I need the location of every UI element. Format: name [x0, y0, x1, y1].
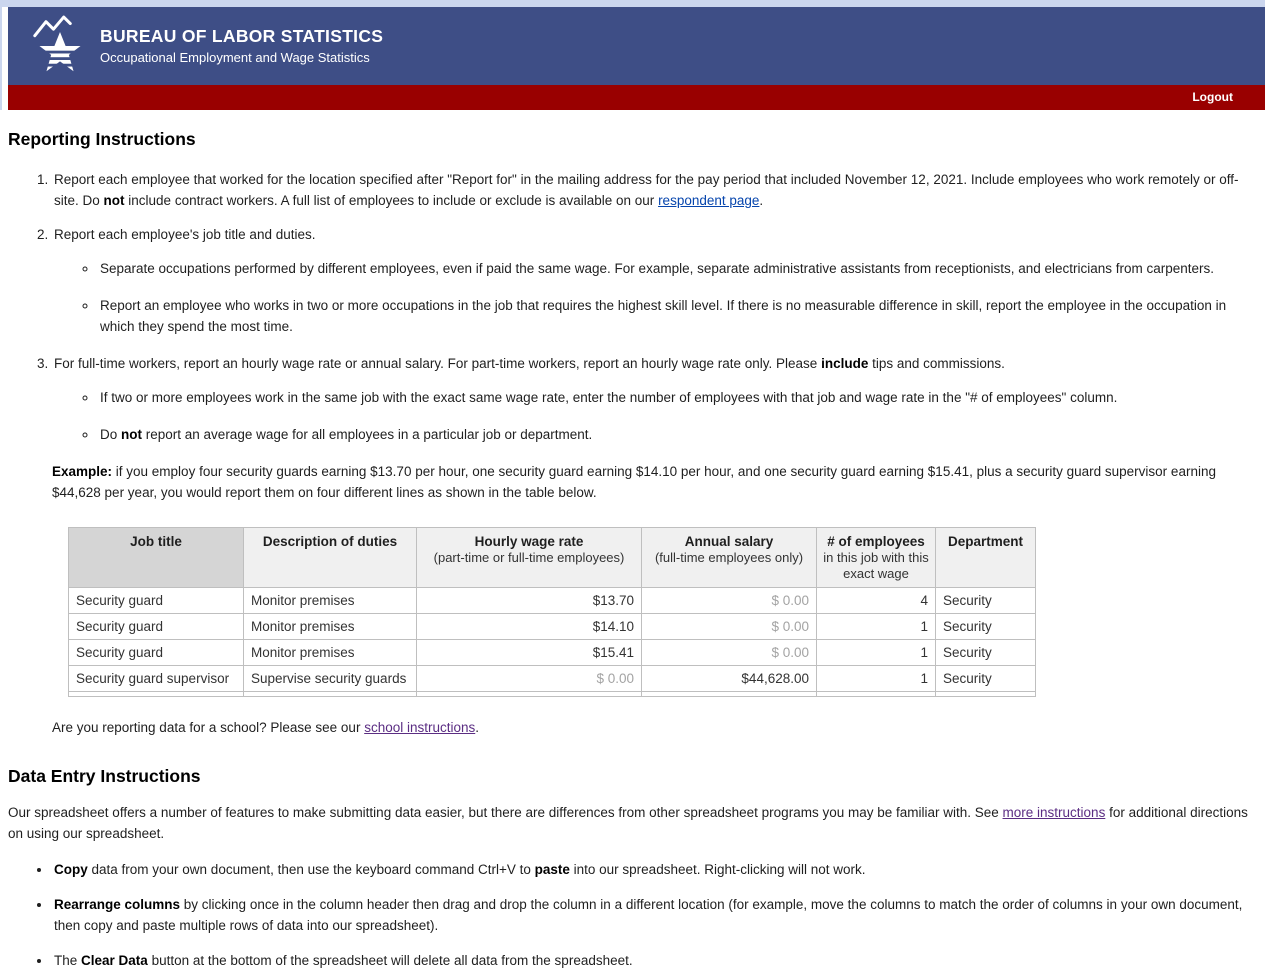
site-title: BUREAU OF LABOR STATISTICS [100, 26, 384, 46]
text-segment: tips and commissions. [868, 356, 1005, 371]
text-segment: If two or more employees work in the same job with the exact same wage rate, enter the number of employees with that job and wage rate in the "# of employees" column. [100, 390, 1118, 405]
table-stub-row [69, 692, 1036, 697]
duties-cell: Monitor premises [244, 588, 417, 614]
text-segment: The [54, 953, 82, 968]
column-header-label: Description of duties [262, 534, 398, 549]
text-segment: Report each employee's job title and duties. [54, 227, 316, 242]
reporting-instructions-list [8, 169, 1255, 445]
text-segment: button at the bottom of the spreadsheet will delete all data from the spreadsheet. [147, 953, 633, 968]
column-header-job-title [69, 528, 244, 588]
annual-salary-cell: $ 0.00 [642, 588, 817, 614]
column-header-hourly-wage-rate [417, 528, 642, 588]
annual-salary-cell: $44,628.00 [642, 666, 817, 692]
text-segment: report an average wage for all employees in a particular job or department. [142, 427, 593, 442]
bold-text: not [121, 427, 143, 442]
more-instructions-link[interactable]: more instructions [1002, 805, 1106, 820]
duties-cell: Monitor premises [244, 640, 417, 666]
department-cell: Security [936, 614, 1036, 640]
table-header-row [69, 528, 1036, 588]
page-left-edge [0, 7, 2, 110]
column-header-subtext: in this job with this exact wage [823, 550, 929, 581]
instruction-sub-item [98, 295, 1255, 337]
data-entry-bullet [52, 950, 1255, 971]
text-segment: Do [100, 427, 122, 442]
instruction-sub-item [98, 424, 1255, 445]
empty-cell [817, 692, 936, 697]
empty-cell [244, 692, 417, 697]
example-paragraph [52, 461, 1255, 503]
empty-cell [642, 692, 817, 697]
column-header-subtext: (full-time employees only) [654, 550, 804, 565]
school-instructions-link[interactable]: school instructions [364, 720, 476, 735]
instruction-text [54, 172, 1238, 208]
job-title-cell: Security guard supervisor [69, 666, 244, 692]
table-row [69, 640, 1036, 666]
data-entry-bullet [52, 859, 1255, 880]
hourly-wage-cell: $14.10 [417, 614, 642, 640]
instruction-sub-list [54, 258, 1255, 337]
reporting-instructions-heading: Reporting Instructions [8, 129, 196, 149]
duties-cell: Monitor premises [244, 614, 417, 640]
text-segment: data from your own document, then use the keyboard command Ctrl+V to [87, 862, 535, 877]
column-header-department [936, 528, 1036, 588]
text-segment: Report an employee who works in two or more occupations in the job that requires the highest skill level. If there is no measurable difference in skill, report the employee in the occupation in which they spend the most time. [100, 298, 1227, 334]
annual-salary-cell: $ 0.00 [642, 640, 817, 666]
column-header--of-employees [817, 528, 936, 588]
reporting-instruction-item [52, 169, 1255, 211]
column-header-description-of-duties [244, 528, 417, 588]
data-entry-list [8, 859, 1255, 971]
instruction-sub-item [98, 258, 1255, 279]
employee-count-cell: 1 [817, 640, 936, 666]
instruction-text [54, 356, 1005, 371]
reporting-instruction-item [52, 353, 1255, 445]
site-subtitle: Occupational Employment and Wage Statistics [100, 50, 370, 65]
text-segment: For full-time workers, report an hourly wage rate or annual salary. For part-time workers, report an hourly wage rate only. Please [54, 356, 822, 371]
text-segment: Separate occupations performed by different employees, even if paid the same wage. For example, separate administrative assistants from receptionists, and electricians from carpenters. [100, 261, 1215, 276]
school-note [52, 717, 1255, 738]
empty-cell [936, 692, 1036, 697]
text-segment: if you employ four security guards earning $13.70 per hour, one security guard earning $14.10 per hour, and one security guard earning $15.41, plus a security guard supervisor earning $44,628 per year, you would report them on four different lines as shown in the table below. [52, 464, 1216, 500]
hourly-wage-cell: $15.41 [417, 640, 642, 666]
bold-text: include [821, 356, 869, 371]
empty-cell [417, 692, 642, 697]
column-header-label: Department [947, 534, 1023, 549]
bls-masthead [8, 7, 1265, 85]
page-top-strip [0, 0, 1265, 7]
column-header-label: Hourly wage rate [474, 534, 584, 549]
text-segment: into our spreadsheet. Right-clicking will not work. [569, 862, 866, 877]
text-segment: for additional directions on using our spreadsheet. [8, 805, 1248, 841]
text-segment: Our spreadsheet offers a number of features to make submitting data easier, but there are differences from other spreadsheet programs you may be familiar with. See [8, 805, 1003, 820]
hourly-wage-cell: $13.70 [417, 588, 642, 614]
bold-text: Clear Data [81, 953, 148, 968]
instruction-sub-item [98, 387, 1255, 408]
text-segment: include contract workers. A full list of employees to include or exclude is available on our [124, 193, 659, 208]
bold-text: paste [534, 862, 570, 877]
duties-cell: Supervise security guards [244, 666, 417, 692]
text-segment: Are you reporting data for a school? Please see our [52, 720, 365, 735]
utility-bar [8, 85, 1265, 110]
table-row [69, 614, 1036, 640]
instruction-text [54, 227, 315, 242]
logout-link[interactable]: Logout [1192, 90, 1233, 104]
respondent-page-link[interactable]: respondent page [658, 193, 760, 208]
bold-text: Rearrange columns [54, 897, 181, 912]
column-header-label: Annual salary [684, 534, 774, 549]
reporting-instruction-item [52, 224, 1255, 337]
department-cell: Security [936, 640, 1036, 666]
annual-salary-cell: $ 0.00 [642, 614, 817, 640]
example-wage-table [68, 527, 1036, 697]
brand-block [100, 25, 383, 67]
column-header-subtext: (part-time or full-time employees) [433, 550, 625, 565]
instruction-sub-list [54, 387, 1255, 445]
bls-star-logo-icon [32, 15, 88, 77]
table-row [69, 588, 1036, 614]
table-row [69, 666, 1036, 692]
column-header-label: # of employees [827, 534, 925, 549]
job-title-cell: Security guard [69, 640, 244, 666]
data-entry-instructions-heading: Data Entry Instructions [8, 766, 201, 786]
page-content [0, 129, 1265, 971]
employee-count-cell: 1 [817, 614, 936, 640]
job-title-cell: Security guard [69, 614, 244, 640]
job-title-cell: Security guard [69, 588, 244, 614]
bold-text: not [103, 193, 125, 208]
text-segment: . [759, 193, 764, 208]
column-header-annual-salary [642, 528, 817, 588]
department-cell: Security [936, 588, 1036, 614]
text-segment: . [475, 720, 480, 735]
empty-cell [69, 692, 244, 697]
data-entry-intro [8, 802, 1255, 844]
employee-count-cell: 1 [817, 666, 936, 692]
text-segment: Report each employee that worked for the location specified after "Report for" in the mailing address for the pay period that included November 12, 2021. Include employees who work remotely or off-site. Do [54, 172, 1239, 208]
bold-text: Copy [54, 862, 88, 877]
hourly-wage-cell: $ 0.00 [417, 666, 642, 692]
text-segment: by clicking once in the column header then drag and drop the column in a different location (for example, move the columns to match the order of columns in your own document, then copy and paste multiple rows of data into our spreadsheet). [54, 897, 1243, 933]
bold-text: Example: [52, 464, 113, 479]
column-header-label: Job title [130, 534, 182, 549]
department-cell: Security [936, 666, 1036, 692]
employee-count-cell: 4 [817, 588, 936, 614]
data-entry-bullet [52, 894, 1255, 936]
